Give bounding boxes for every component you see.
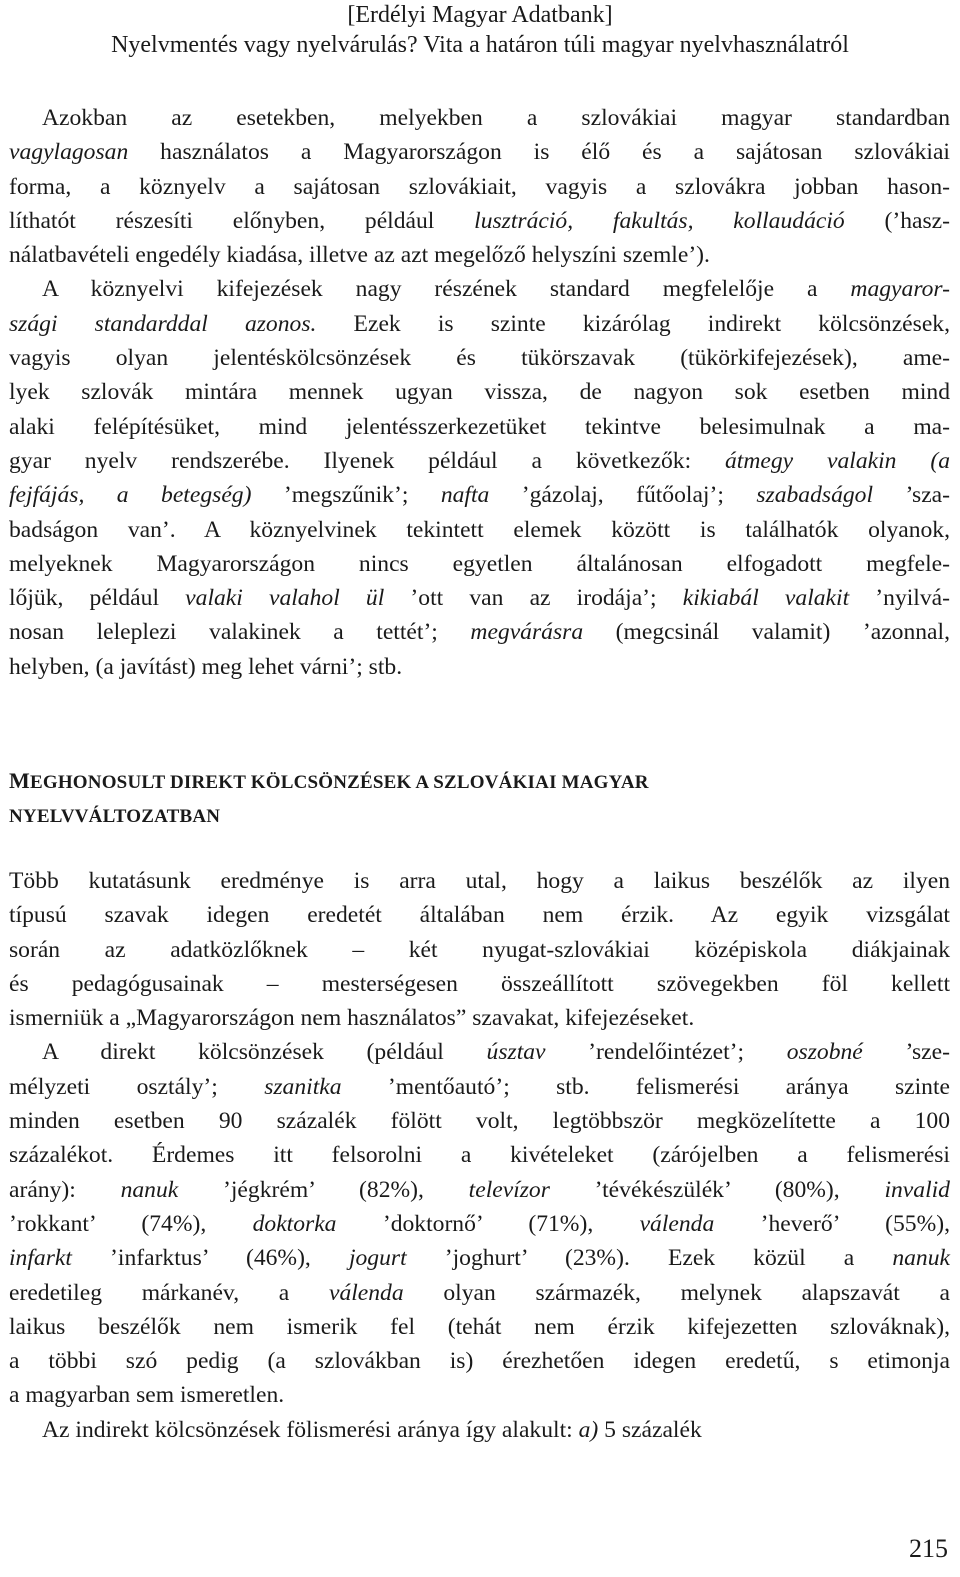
- text-line: ’rokkant’ (74%), doktorka ’doktornő’ (71%), válenda ’heverő’ (55%),: [9, 1210, 950, 1237]
- heading-line-1: EGHONOSULT DIREKT KÖLCSÖNZÉSEK A SZLOVÁKIAI MAGYAR: [29, 772, 649, 793]
- text-line: Az indirekt kölcsönzések fölismerési aránya így alakult: a) 5 százalék: [42, 1416, 702, 1443]
- text-line: líthatót részesíti előnyben, például lusztráció, fakultás, kollaudáció (’hasz-: [9, 207, 950, 234]
- text-line: helyben, (a javítást) meg lehet várni’; stb.: [9, 653, 403, 680]
- text-line: arány): nanuk ’jégkrém’ (82%), televízor ’tévékészülék’ (80%), invalid: [9, 1176, 950, 1203]
- heading-line-2: NYELVVÁLTOZATBAN: [9, 806, 221, 827]
- paragraph-block-2: [9, 864, 950, 1447]
- text-line: nosan leleplezi valakinek a tettét’; megvárásra (megcsinál valamit) ’azonnal,: [9, 619, 950, 646]
- text-line: szági standarddal azonos. Ezek is szinte kizárólag indirekt kölcsönzések,: [9, 310, 951, 337]
- text-line: lőjük, például valaki valahol ül ’ott van az irodája’; kikiabál valakit ’nyilvá-: [9, 585, 950, 612]
- text-line: Azokban az esetekben, melyekben a szlovákiai magyar standardban: [42, 105, 950, 131]
- text-line: százalékot. Érdemes itt felsorolni a kivételeket (zárójelben a felismerési: [9, 1142, 950, 1169]
- source-label: [Erdélyi Magyar Adatbank]: [347, 2, 613, 28]
- text-line: lyek szlovák mintára mennek ugyan vissza, de nagyon sok esetben mind: [9, 379, 950, 406]
- text-line: forma, a köznyelv a sajátosan szlovákiait, vagyis a szlovákra jobban hason-: [9, 173, 950, 200]
- text-line: vagyis olyan jelentéskölcsönzések és tükörszavak (tükörkifejezések), ame-: [9, 345, 950, 372]
- text-line: és pedagógusainak – mesterségesen összeállított szövegekben föl kellett: [9, 970, 950, 997]
- text-line: típusú szavak idegen eredetét általában nem érzik. Az egyik vizsgálat: [9, 902, 950, 929]
- text-line: A direkt kölcsönzések (például úsztav ’rendelőintézet’; oszobné ’sze-: [42, 1039, 950, 1066]
- text-line: badságon van’. A köznyelvinek tekintett elemek között is találhatók olyanok,: [9, 516, 950, 543]
- text-line: infarkt ’infarktus’ (46%), jogurt ’joghurt’ (23%). Ezek közül a nanuk: [9, 1245, 950, 1272]
- document-title: Nyelvmentés vagy nyelvárulás? Vita a határon túli magyar nyelvhasználatról: [111, 32, 849, 58]
- text-line: a magyarban sem ismeretlen.: [9, 1382, 285, 1409]
- text-line: minden esetben 90 százalék fölött volt, legtöbbször megközelítette a 100: [9, 1108, 950, 1135]
- text-line: fejfájás, a betegség) ’megszűnik’; nafta ’gázolaj, fűtőolaj’; szabadságol ’sza-: [9, 482, 951, 509]
- text-line: gyar nyelv rendszerébe. Ilyenek például a következők: átmegy valakin (a: [9, 447, 950, 474]
- text-line: Több kutatásunk eredménye is arra utal, hogy a laikus beszélők az ilyen: [9, 868, 950, 894]
- text-line: melyeknek Magyarországon nincs egyetlen általánosan elfogadott megfele-: [9, 550, 950, 577]
- text-line: vagylagosan használatos a Magyarországon is élő és a sajátosan szlovákiai: [9, 139, 950, 166]
- heading-initial: M: [9, 768, 30, 793]
- page-header: [0, 0, 960, 60]
- text-line: nálatbavételi engedély kiadása, illetve az azt megelőző helyszíni szemle’).: [9, 242, 710, 269]
- section-heading: [9, 764, 950, 834]
- paragraph-block-1: [9, 101, 950, 684]
- text-line: laikus beszélők nem ismerik fel (tehát nem érzik kifejezetten szlováknak),: [9, 1313, 950, 1340]
- page-number: 215: [909, 1534, 948, 1563]
- text-line: ismerniük a „Magyarországon nem használatos” szavakat, kifejezéseket.: [9, 1005, 695, 1032]
- text-line: eredetileg márkanév, a válenda olyan származék, melynek alapszavát a: [9, 1279, 950, 1306]
- text-line: a többi szó pedig (a szlovákban is) érezhetően idegen eredetű, s etimonja: [9, 1348, 950, 1375]
- text-line: alaki felépítésüket, mind jelentésszerkezetüket tekintve belesimulnak a ma-: [9, 413, 950, 440]
- text-line: A köznyelvi kifejezések nagy részének standard megfelelője a magyaror-: [42, 276, 950, 303]
- text-line: során az adatközlőknek – két nyugat-szlovákiai középiskola diákjainak: [9, 936, 950, 963]
- text-line: mélyzeti osztály’; szanitka ’mentőautó’; stb. felismerési aránya szinte: [9, 1073, 950, 1100]
